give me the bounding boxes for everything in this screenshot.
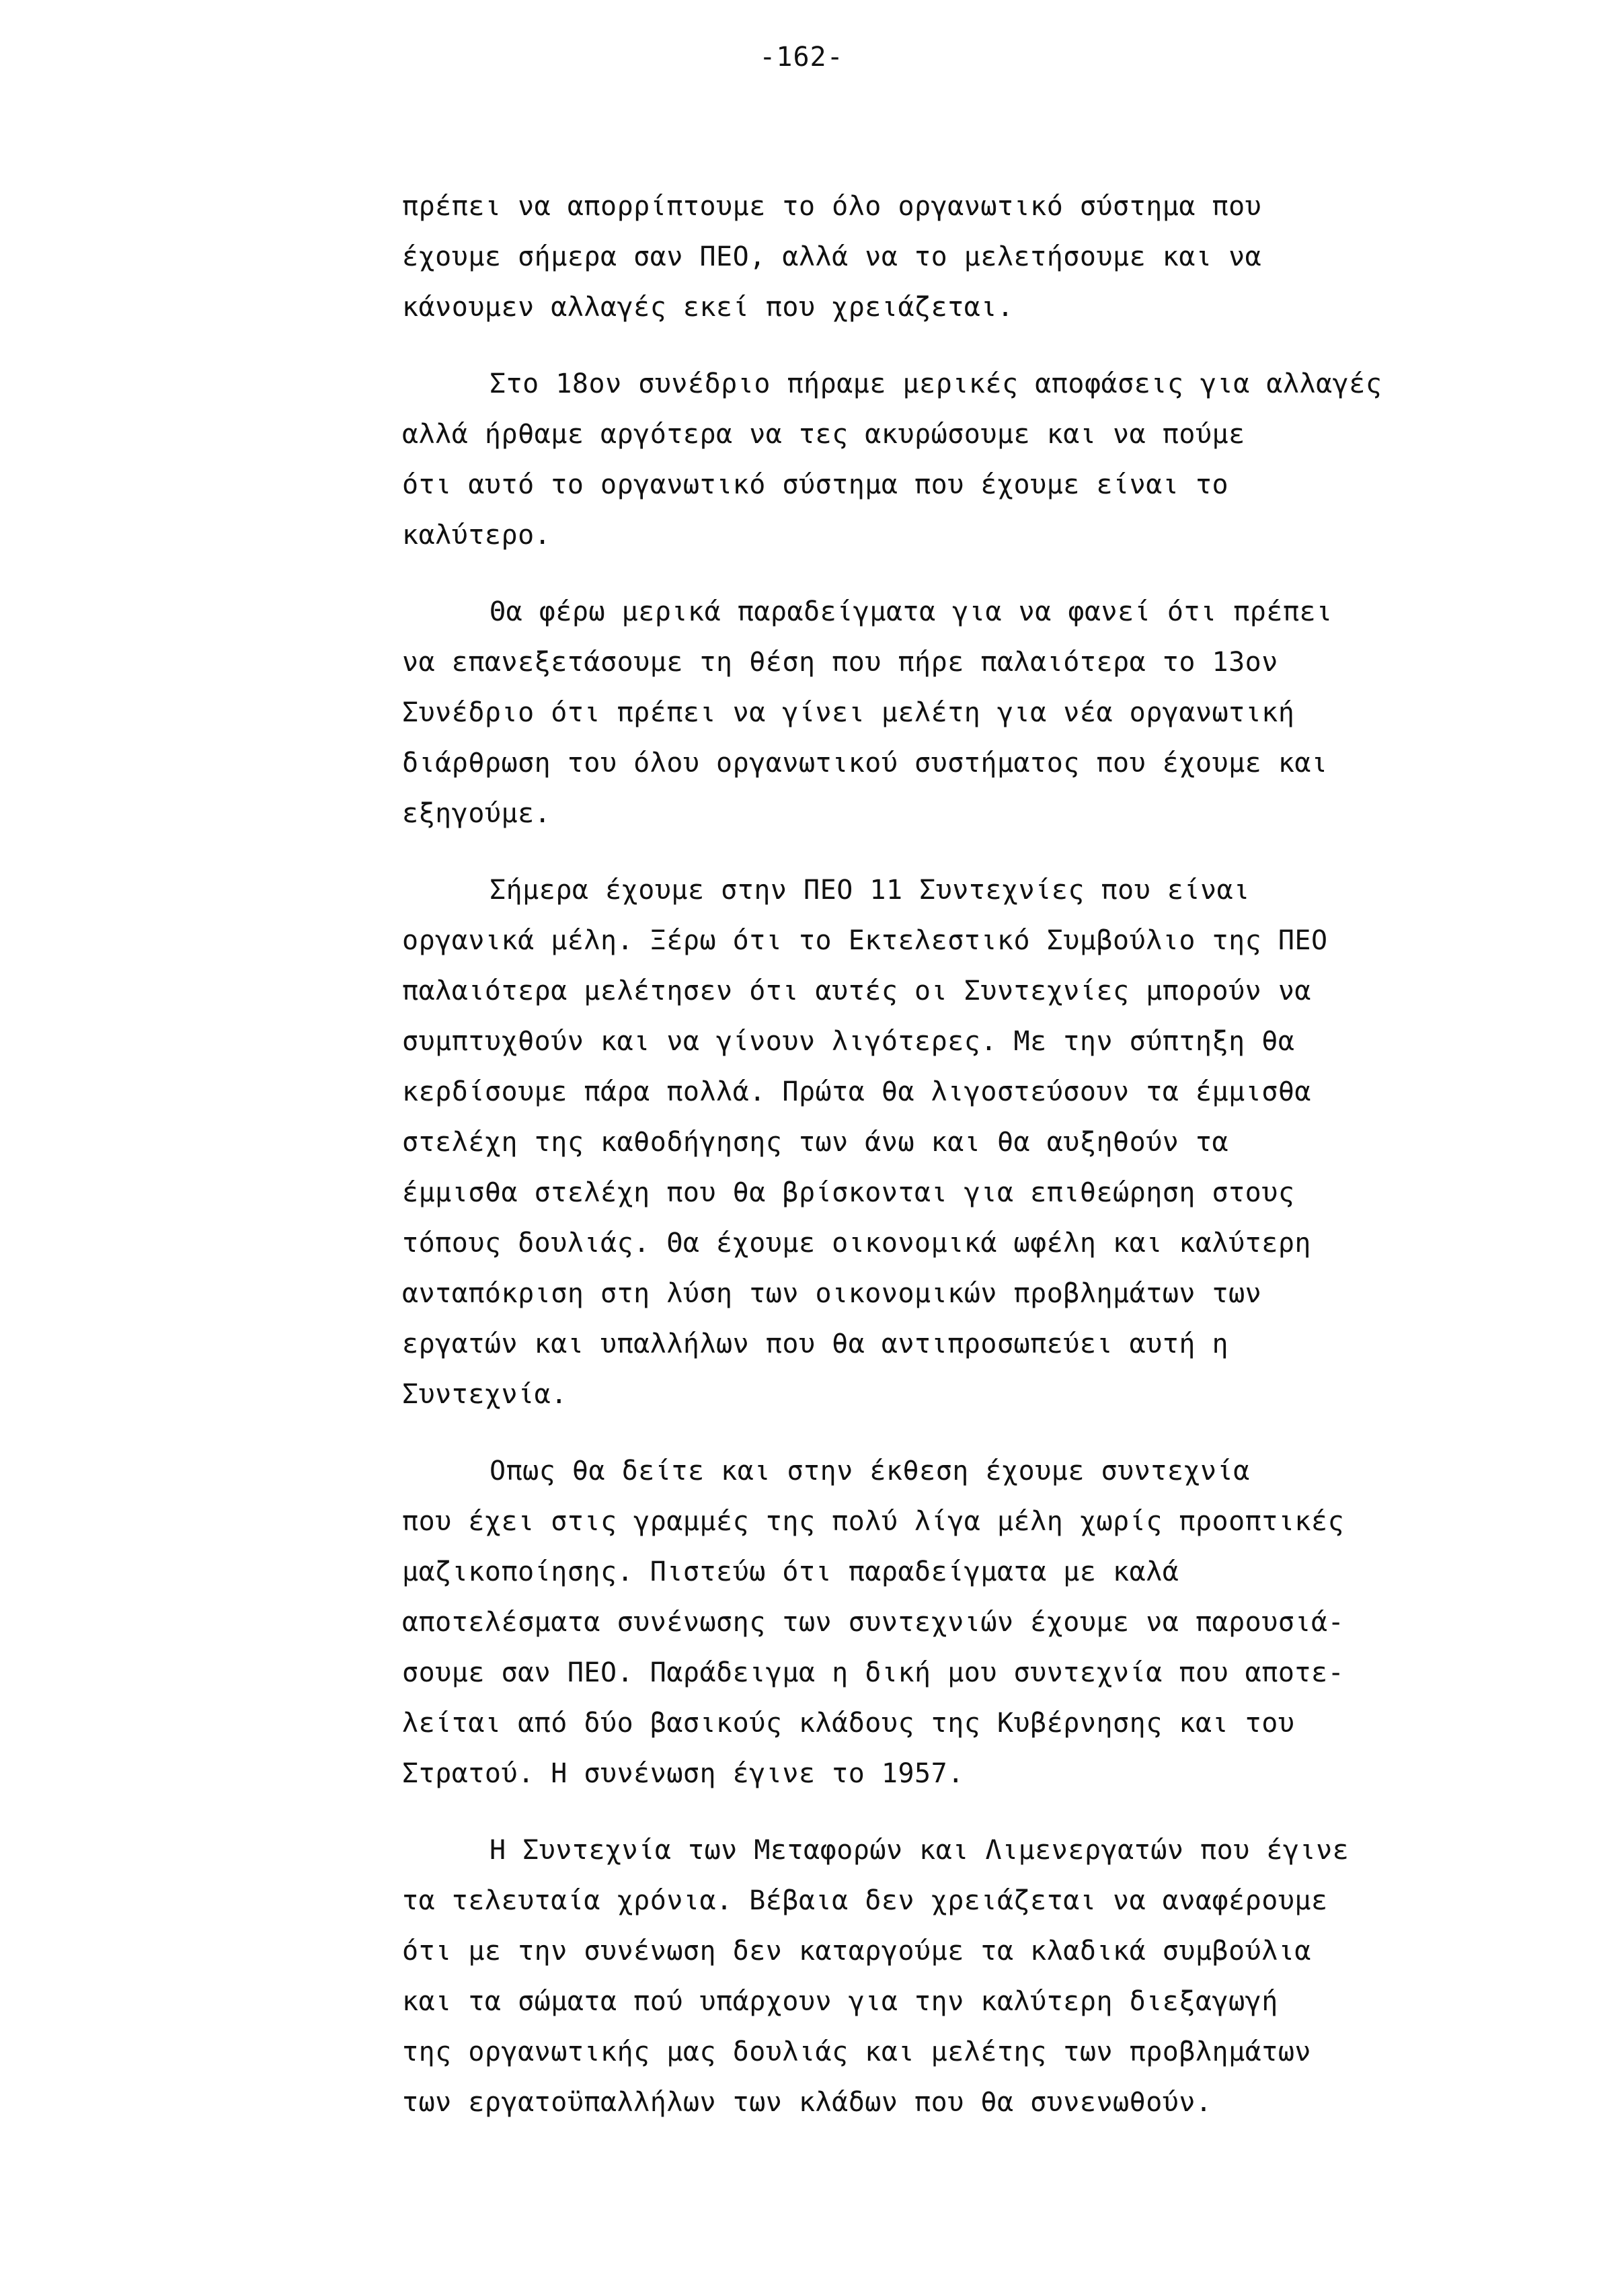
text-line: ανταπόκριση στη λύση των οικονομικών προβλημάτων των — [402, 1278, 1262, 1309]
text-line: αποτελέσματα συνένωσης των συντεχνιών έχουμε να παρουσιά- — [402, 1607, 1345, 1638]
text-line: Σήμερα έχουμε στην ΠΕΟ 11 Συντεχνίες που είναι — [490, 875, 1250, 906]
text-line: Συντεχνία. — [402, 1379, 568, 1410]
text-line: και τα σώματα πού υπάρχουν για την καλύτερη διεξαγωγή — [402, 1986, 1278, 2017]
text-line: παλαιότερα μελέτησεν ότι αυτές οι Συντεχνίες μπορούν να — [402, 976, 1312, 1006]
text-line: στελέχη της καθοδήγησης των άνω και θα αυξηθούν τα — [402, 1127, 1229, 1158]
text-line: λείται από δύο βασικούς κλάδους της Κυβέρνησης και του — [402, 1708, 1295, 1739]
text-line: μαζικοποίησης. Πιστεύω ότι παραδείγματα με καλά — [402, 1556, 1179, 1587]
text-line: Η Συντεχνία των Μεταφορών και Λιμενεργατών που έγινε — [490, 1835, 1350, 1866]
document-body — [402, 182, 1505, 2154]
page-number: -162- — [759, 42, 844, 73]
text-line: κάνουμεν αλλαγές εκεί που χρειάζεται. — [402, 292, 1014, 323]
text-line: Στρατού. Η συνένωση έγινε το 1957. — [402, 1758, 964, 1789]
text-line: έμμισθα στελέχη που θα βρίσκονται για επιθεώρηση στους — [402, 1177, 1295, 1208]
text-line: έχουμε σήμερα σαν ΠΕΟ, αλλά να το μελετήσουμε και να — [402, 241, 1262, 272]
text-line: συμπτυχθούν και να γίνουν λιγότερες. Με την σύπτηξη θα — [402, 1026, 1295, 1057]
text-line: οργανικά μέλη. Ξέρω ότι το Εκτελεστικό Συμβούλιο της ΠΕΟ — [402, 925, 1328, 956]
text-line: σουμε σαν ΠΕΟ. Παράδειγμα η δική μου συντεχνία που αποτε- — [402, 1657, 1345, 1688]
text-line: να επανεξετάσουμε τη θέση που πήρε παλαιότερα το 13ον — [402, 647, 1278, 678]
paragraph — [402, 587, 1505, 839]
text-line: Θα φέρω μερικά παραδείγματα για να φανεί ότι πρέπει — [490, 596, 1333, 627]
paragraph — [402, 182, 1505, 333]
text-line: πρέπει να απορρίπτουμε το όλο οργανωτικό σύστημα που — [402, 191, 1262, 222]
text-line: αλλά ήρθαμε αργότερα να τες ακυρώσουμε και να πούμε — [402, 419, 1245, 450]
text-line: κερδίσουμε πάρα πολλά. Πρώτα θα λιγοστεύσουν τα έμμισθα — [402, 1076, 1312, 1107]
text-line: της οργανωτικής μας δουλιάς και μελέτης των προβλημάτων — [402, 2036, 1312, 2067]
text-line: τα τελευταία χρόνια. Βέβαια δεν χρειάζεται να αναφέρουμε — [402, 1885, 1328, 1916]
paragraph — [402, 1825, 1505, 2128]
text-line: διάρθρωση του όλου οργανωτικού συστήματος που έχουμε και — [402, 748, 1328, 779]
text-line: των εργατοϋπαλλήλων των κλάδων που θα συνενωθούν. — [402, 2087, 1212, 2118]
text-line: που έχει στις γραμμές της πολύ λίγα μέλη χωρίς προοπτικές — [402, 1506, 1345, 1537]
text-line: ότι με την συνένωση δεν καταργούμε τα κλαδικά συμβούλια — [402, 1936, 1312, 1967]
text-line: τόπους δουλιάς. Θα έχουμε οικονομικά ωφέλη και καλύτερη — [402, 1228, 1312, 1259]
text-line: ότι αυτό το οργανωτικό σύστημα που έχουμε είναι το — [402, 469, 1229, 500]
paragraph — [402, 1446, 1505, 1799]
text-line: Συνέδριο ότι πρέπει να γίνει μελέτη για νέα οργανωτική — [402, 697, 1295, 728]
paragraph — [402, 359, 1505, 561]
paragraph — [402, 865, 1505, 1420]
text-line: εργατών και υπαλλήλων που θα αντιπροσωπεύει αυτή η — [402, 1329, 1229, 1359]
text-line: εξηγούμε. — [402, 798, 551, 829]
text-line: Οπως θα δείτε και στην έκθεση έχουμε συντεχνία — [490, 1456, 1250, 1487]
text-line: καλύτερο. — [402, 520, 551, 551]
text-line: Στο 18ον συνέδριο πήραμε μερικές αποφάσεις για αλλαγές — [490, 368, 1382, 399]
